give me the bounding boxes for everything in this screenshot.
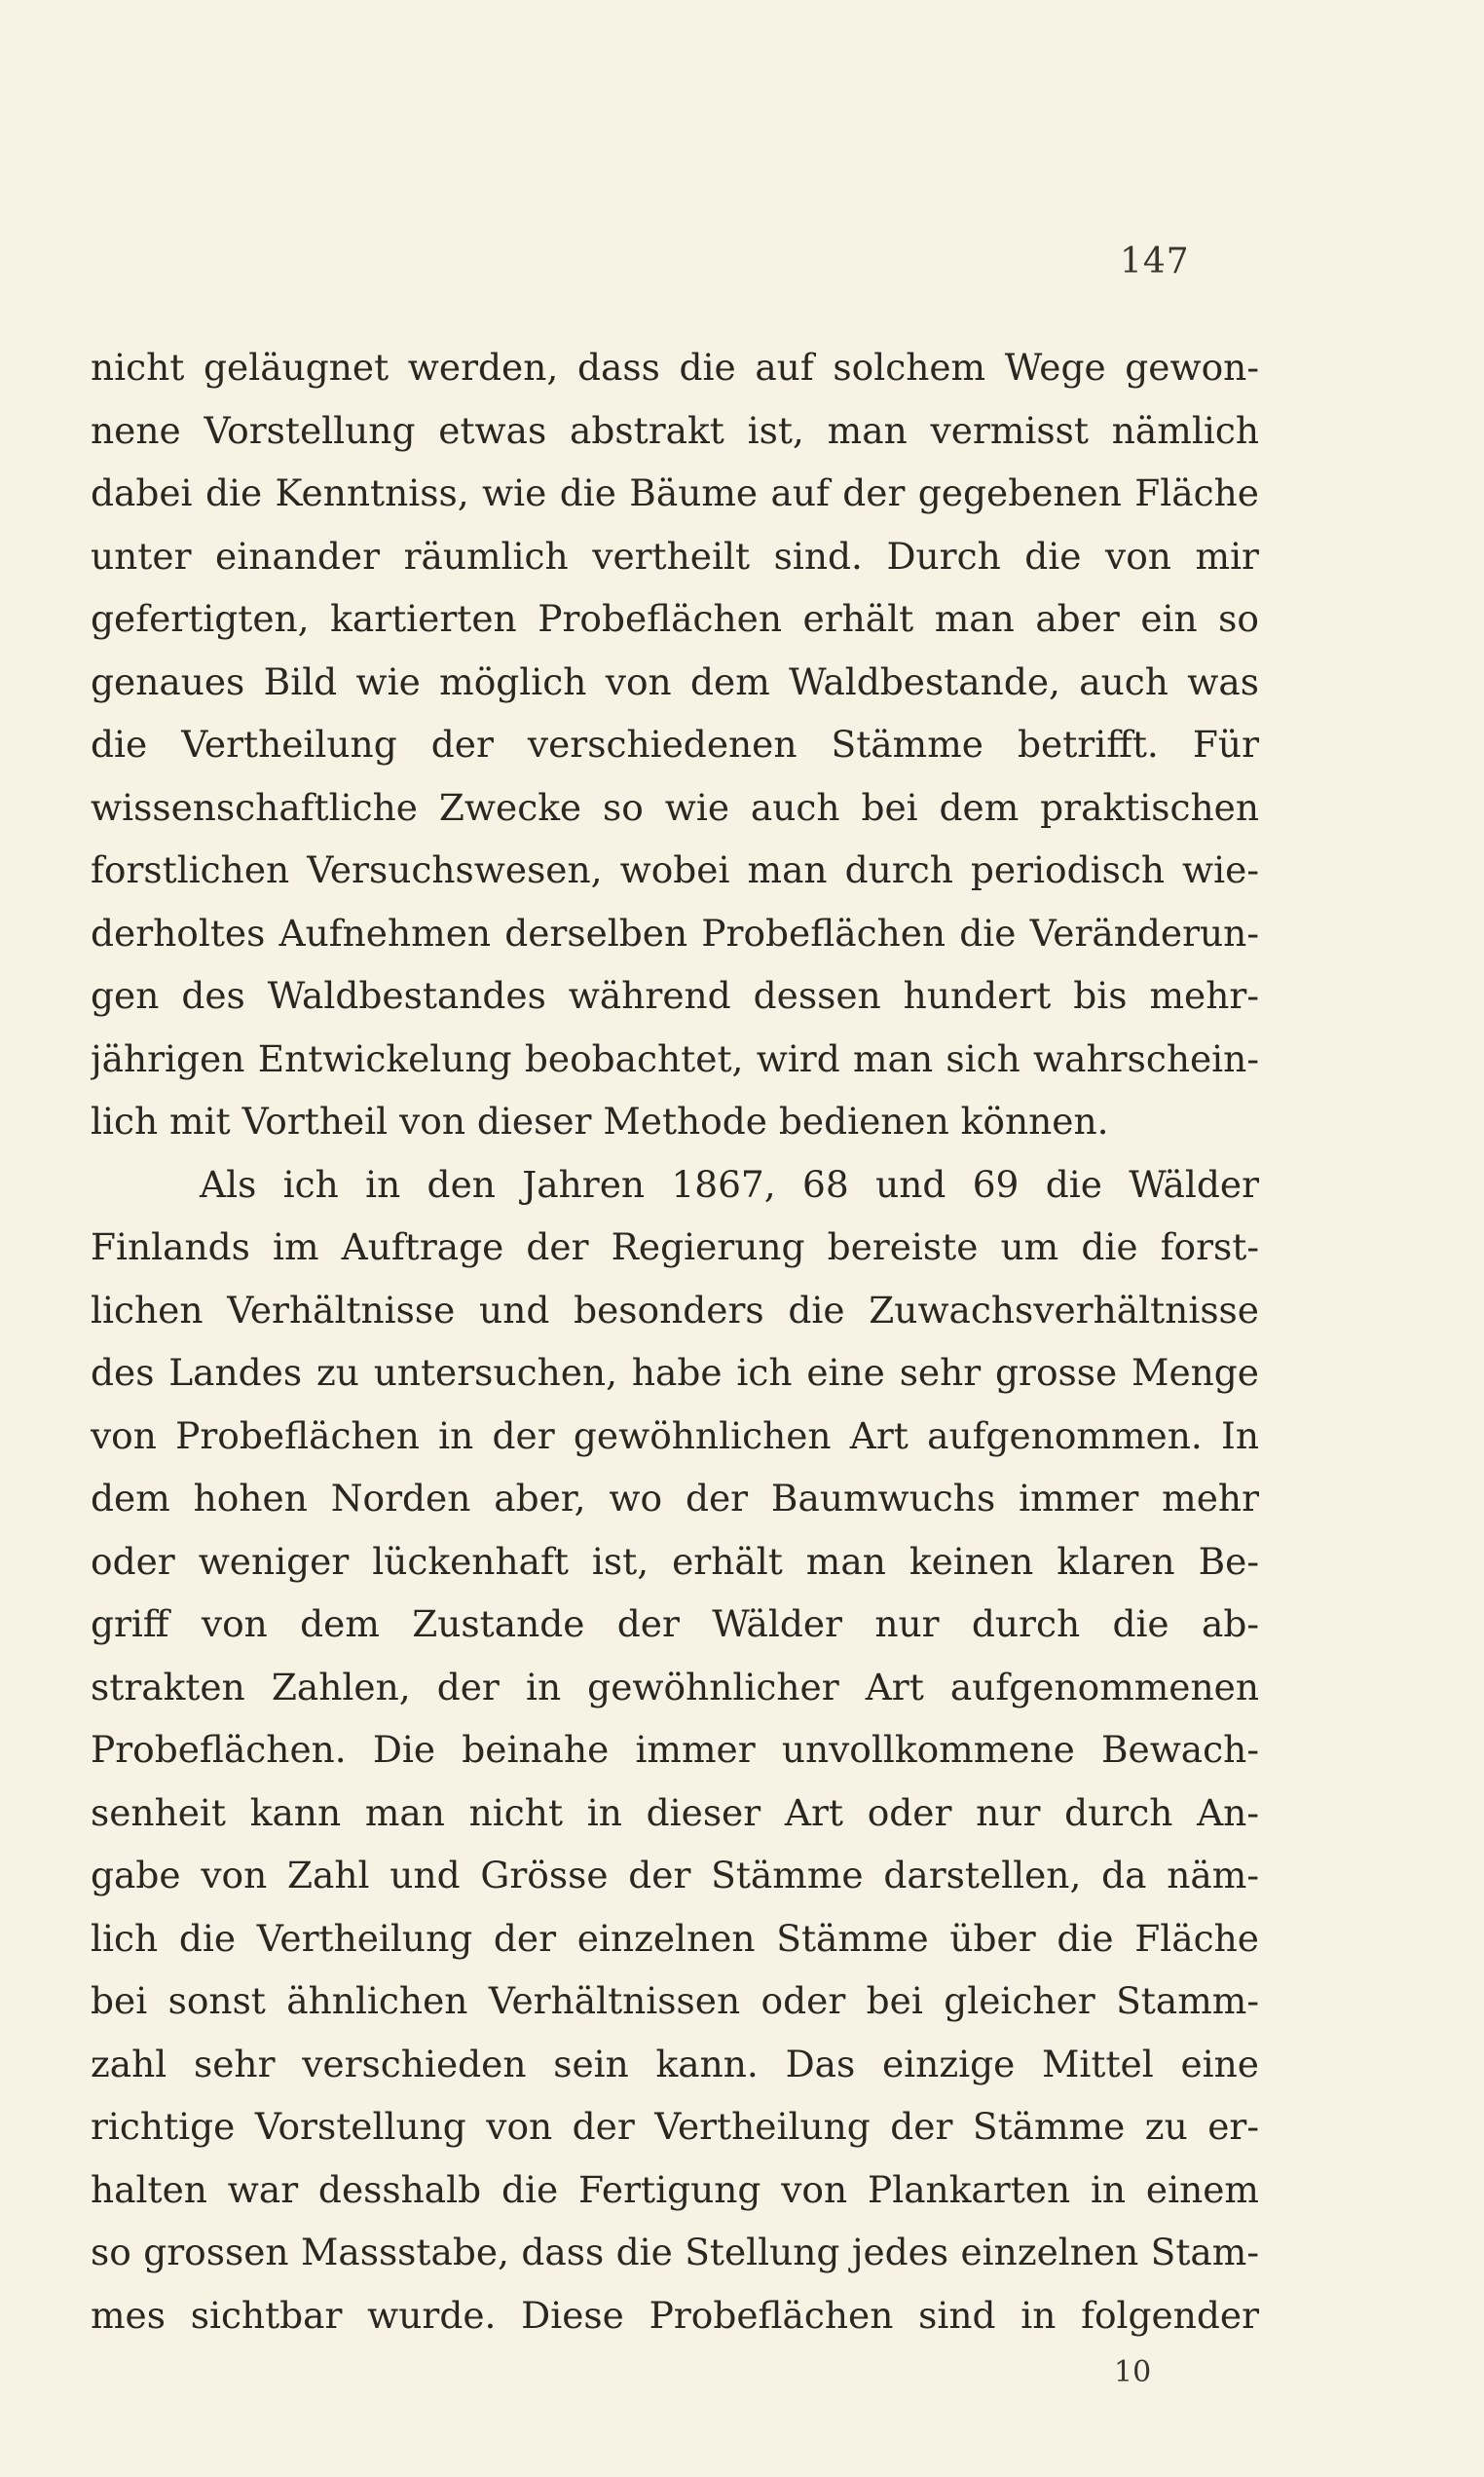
text-line: zahl sehr verschieden sein kann. Das einzige Mittel eine [91, 2042, 1259, 2085]
text-line: mes sichtbar wurde. Diese Probeflächen sind in folgender [91, 2293, 1259, 2337]
text-line: senheit kann man nicht in dieser Art oder nur durch An- [91, 1790, 1259, 1834]
text-line: lich die Vertheilung der einzelnen Stämme über die Fläche [91, 1916, 1259, 1960]
text-line: richtige Vorstellung von der Vertheilung der Stämme zu er- [91, 2105, 1259, 2148]
paragraph-start-line: Als ich in den Jahren 1867, 68 und 69 die Wälder [200, 1162, 1259, 1206]
text-line: gen des Waldbestandes während dessen hundert bis mehr- [91, 974, 1259, 1017]
text-line: forstlichen Versuchswesen, wobei man durch periodisch wie- [91, 848, 1259, 891]
text-line: Finlands im Auftrage der Regierung bereiste um die forst- [91, 1225, 1259, 1268]
paragraph-end-line: lich mit Vortheil von dieser Methode bedienen können. [91, 1100, 1109, 1143]
text-line: so grossen Massstabe, dass die Stellung jedes einzelnen Stam- [91, 2231, 1259, 2273]
text-line: jährigen Entwickelung beobachtet, wird man sich wahrschein- [91, 1036, 1259, 1080]
text-line: gefertigten, kartierten Probeflächen erhält man aber ein so [91, 597, 1259, 640]
text-line: dem hohen Norden aber, wo der Baumwuchs immer mehr [91, 1477, 1259, 1520]
text-line: bei sonst ähnlichen Verhältnissen oder bei gleicher Stamm- [91, 1979, 1259, 2022]
text-line: derholtes Aufnehmen derselben Probeflächen die Veränderun- [91, 911, 1259, 955]
text-line: genaues Bild wie möglich von dem Waldbestande, auch was [91, 659, 1259, 703]
text-line: nene Vorstellung etwas abstrakt ist, man vermisst nämlich [91, 408, 1259, 452]
text-line: unter einander räumlich vertheilt sind. Durch die von mir [91, 534, 1259, 578]
text-line: wissenschaftliche Zwecke so wie auch bei dem praktischen [91, 785, 1259, 829]
signature-mark: 10 [1114, 2355, 1152, 2389]
text-line: dabei die Kenntniss, wie die Bäume auf der gegebenen Fläche [91, 471, 1259, 514]
text-line: des Landes zu untersuchen, habe ich eine sehr grosse Menge [91, 1351, 1259, 1394]
text-line: griff von dem Zustande der Wälder nur durch die ab- [91, 1602, 1259, 1645]
body-text [91, 336, 1259, 2346]
text-line: lichen Verhältnisse und besonders die Zuwachsverhältnisse [91, 1288, 1259, 1332]
text-line: gabe von Zahl und Grösse der Stämme darstellen, da näm- [91, 1854, 1259, 1896]
page-number: 147 [1120, 242, 1190, 281]
text-line: von Probeflächen in der gewöhnlichen Art aufgenommen. In [91, 1413, 1259, 1457]
text-line: Probeflächen. Die beinahe immer unvollkommene Bewach- [91, 1728, 1259, 1771]
text-line: die Vertheilung der verschiedenen Stämme betrifft. Für [91, 723, 1259, 766]
text-line: strakten Zahlen, der in gewöhnlicher Art aufgenommenen [91, 1665, 1259, 1708]
text-line: nicht geläugnet werden, dass die auf solchem Wege gewon- [91, 346, 1259, 389]
text-line: halten war desshalb die Fertigung von Plankarten in einem [91, 2167, 1259, 2211]
text-line: oder weniger lückenhaft ist, erhält man keinen klaren Be- [91, 1539, 1259, 1583]
